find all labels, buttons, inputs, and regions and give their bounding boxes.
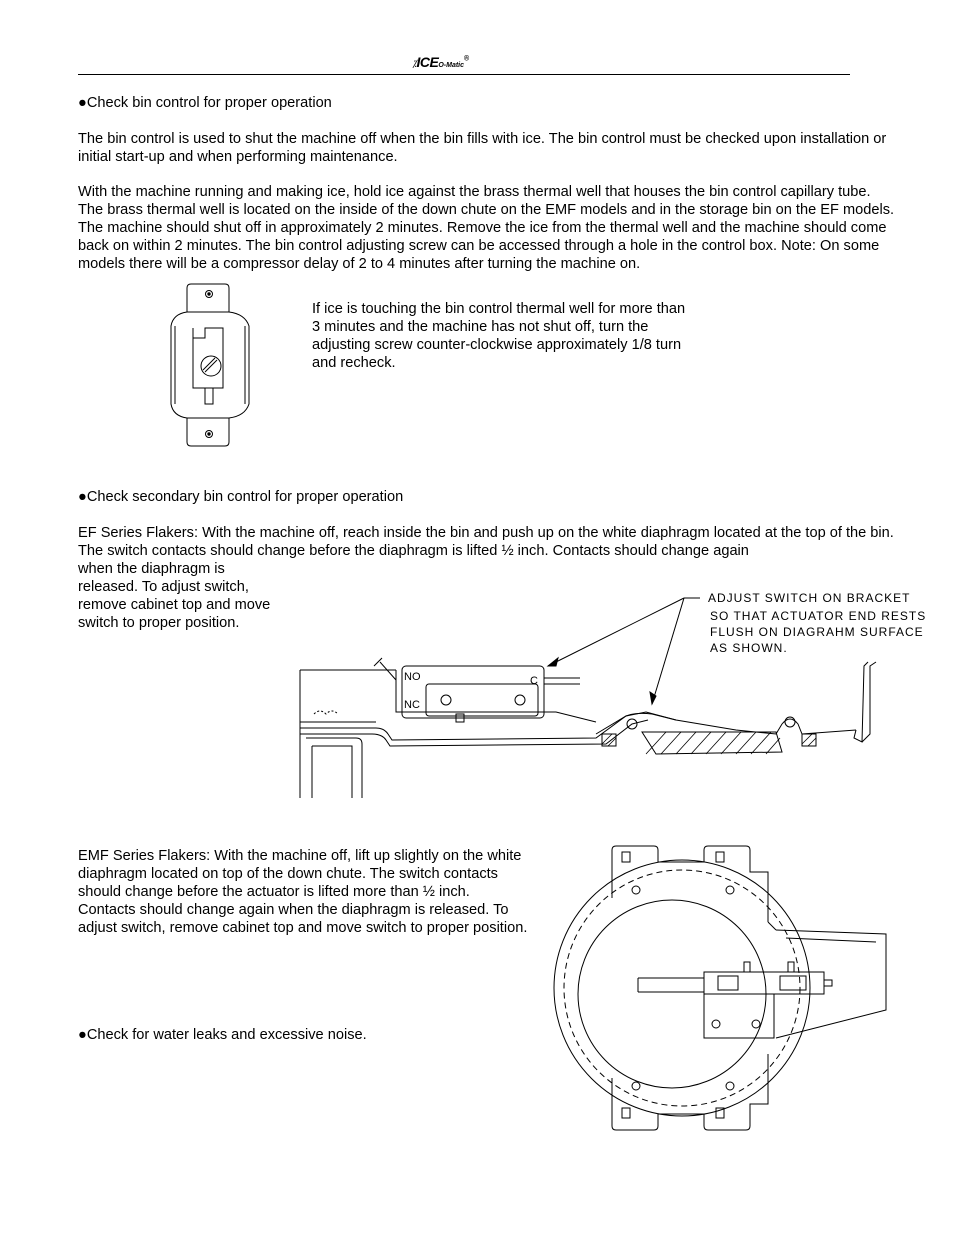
switch-label-c: C: [530, 675, 538, 687]
adjust-note-line-1: ADJUST SWITCH ON BRACKET: [708, 591, 911, 605]
brand-logo: [412, 54, 469, 72]
bin-control-intro: The bin control is used to shut the machine off when the bin fills with ice. The bin control must be checked upon installation or initial start-up and when performing maintenance.: [78, 131, 887, 165]
emf-down-chute-diagram: [552, 842, 892, 1134]
ef-switch-bracket-diagram: [296, 588, 946, 800]
logo-brand-text: ICE: [416, 54, 439, 70]
registered-mark: ®: [464, 55, 470, 63]
adjust-screw-note: If ice is touching the bin control thermal well for more than 3 minutes and the machine has not shut off, turn the adjusting screw counter-clockwise approximately 1/8 turn and recheck.: [312, 301, 686, 371]
header-rule: [78, 74, 850, 75]
logo-swoosh-icon: ⁒: [412, 59, 417, 70]
adjust-note-line-2: SO THAT ACTUATOR END RESTS: [710, 609, 927, 623]
emf-series-instructions: EMF Series Flakers: With the machine off, lift up slightly on the white diaphragm located on top of the down chute. The switch contacts should change before the actuator is lifted more than ½ inch. Contacts should change again when the diaphragm is released. To adjust switch, remove cabinet top and move switch to proper position.: [78, 848, 528, 936]
adjust-note-line-4: AS SHOWN.: [710, 641, 788, 655]
bin-control-thermostat-diagram: [165, 282, 255, 448]
adjust-note-text: [708, 591, 926, 655]
logo-suffix-text: O-Matic: [438, 62, 465, 69]
adjust-note-line-3: FLUSH ON DIAGRAHM SURFACE: [710, 625, 924, 639]
switch-label-nc: NC: [404, 699, 420, 711]
bin-control-heading: ●Check bin control for proper operation: [78, 95, 332, 111]
secondary-bin-control-heading: ●Check secondary bin control for proper operation: [78, 489, 404, 505]
ef-series-instructions-cont: when the diaphragm is released. To adjust switch, remove cabinet top and move switch to proper position.: [78, 561, 271, 631]
bin-control-procedure: With the machine running and making ice, hold ice against the brass thermal well that houses the bin control capillary tube. The brass thermal well is located on the inside of the down chute on the EMF models and in the storage bin on the EF models. The machine should shut off in approximately 2 minutes. Remove the ice from the thermal well and the machine should come back on within 2 minutes. The bin control adjusting screw can be accessed through a hole in the control box. Note: On some models there will be a compressor delay of 2 to 4 minutes after turning the machine on.: [78, 184, 895, 272]
water-leaks-heading: ●Check for water leaks and excessive noise.: [78, 1027, 367, 1043]
ef-series-instructions: EF Series Flakers: With the machine off, reach inside the bin and push up on the white diaphragm located at the top of the bin. The switch contacts should change before the diaphragm is lifted ½ inch. Contacts should change again: [78, 525, 894, 559]
switch-label-no: NO: [404, 671, 421, 683]
